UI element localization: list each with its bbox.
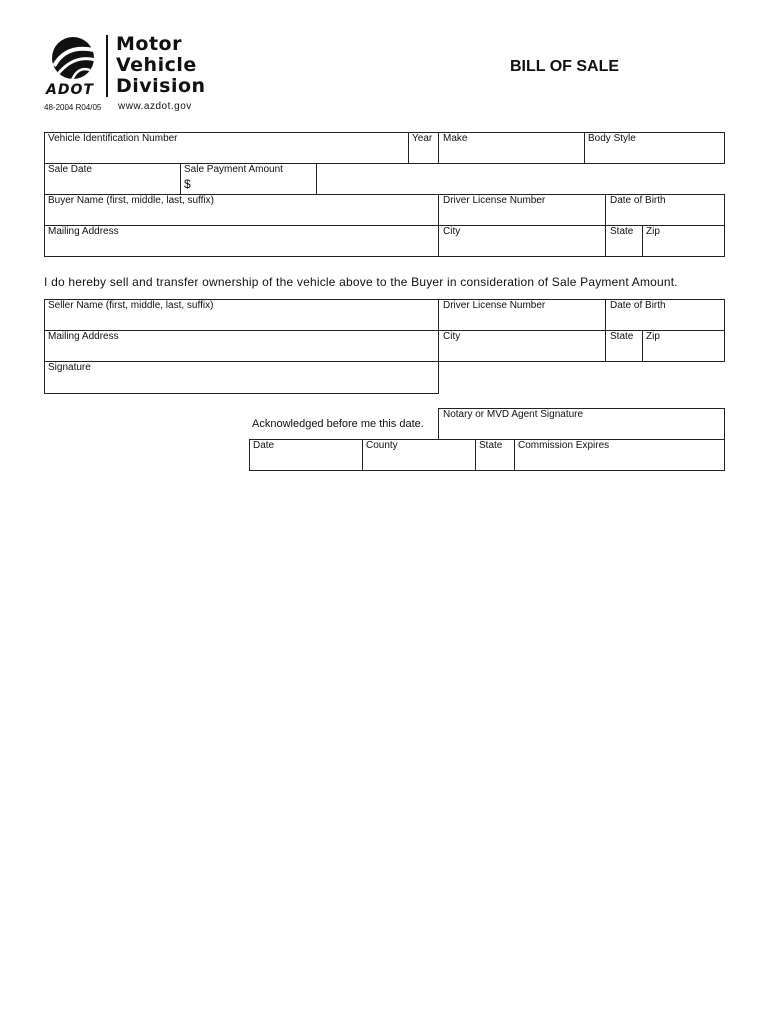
logo-divider	[106, 35, 108, 97]
seller-license-label: Driver License Number	[443, 300, 546, 311]
seller-city-field[interactable]	[438, 330, 606, 362]
transfer-statement: I do hereby sell and transfer ownership of the vehicle above to the Buyer in consideration of Sale Payment Amount.	[44, 275, 678, 289]
buyer-license-label: Driver License Number	[443, 195, 546, 206]
form-number: 48-2004 R04/05	[44, 103, 102, 112]
buyer-city-field[interactable]	[438, 225, 606, 257]
seller-address-label: Mailing Address	[48, 331, 119, 342]
seller-dob-label: Date of Birth	[610, 300, 666, 311]
seller-city-label: City	[443, 331, 461, 342]
make-label: Make	[443, 133, 468, 144]
notary-signature-label: Notary or MVD Agent Signature	[443, 409, 584, 420]
buyer-state-label: State	[610, 226, 634, 237]
buyer-city-label: City	[443, 226, 461, 237]
seller-signature-label: Signature	[48, 362, 91, 373]
sale-date-label: Sale Date	[48, 164, 92, 175]
seller-state-label: State	[610, 331, 634, 342]
logo-text: ADOT	[46, 82, 94, 98]
year-label: Year	[412, 133, 433, 144]
buyer-address-label: Mailing Address	[48, 226, 119, 237]
adot-emblem-icon	[44, 36, 102, 84]
body-style-label: Body Style	[588, 133, 636, 144]
org-line-1: Motor	[116, 33, 182, 55]
org-line-2: Vehicle	[116, 54, 197, 76]
buyer-zip-label: Zip	[646, 226, 660, 237]
website: www.azdot.gov	[118, 101, 192, 112]
org-name	[116, 34, 206, 97]
notary-date-label: Date	[253, 440, 275, 451]
buyer-name-label: Buyer Name (first, middle, last, suffix)	[48, 195, 214, 206]
seller-zip-label: Zip	[646, 331, 660, 342]
notary-commission-label: Commission Expires	[518, 440, 610, 451]
page-title: BILL OF SALE	[510, 58, 620, 75]
org-line-3: Division	[116, 75, 206, 97]
currency-symbol: $	[184, 177, 191, 191]
buyer-dob-label: Date of Birth	[610, 195, 666, 206]
adot-logo	[44, 36, 102, 100]
notary-county-label: County	[366, 440, 398, 451]
vin-label: Vehicle Identification Number	[48, 133, 178, 144]
seller-signature-field[interactable]	[44, 361, 439, 394]
seller-name-label: Seller Name (first, middle, last, suffix)	[48, 300, 214, 311]
acknowledged-text: Acknowledged before me this date.	[252, 418, 424, 430]
sale-amount-label: Sale Payment Amount	[184, 164, 283, 175]
notary-state-label: State	[479, 440, 503, 451]
